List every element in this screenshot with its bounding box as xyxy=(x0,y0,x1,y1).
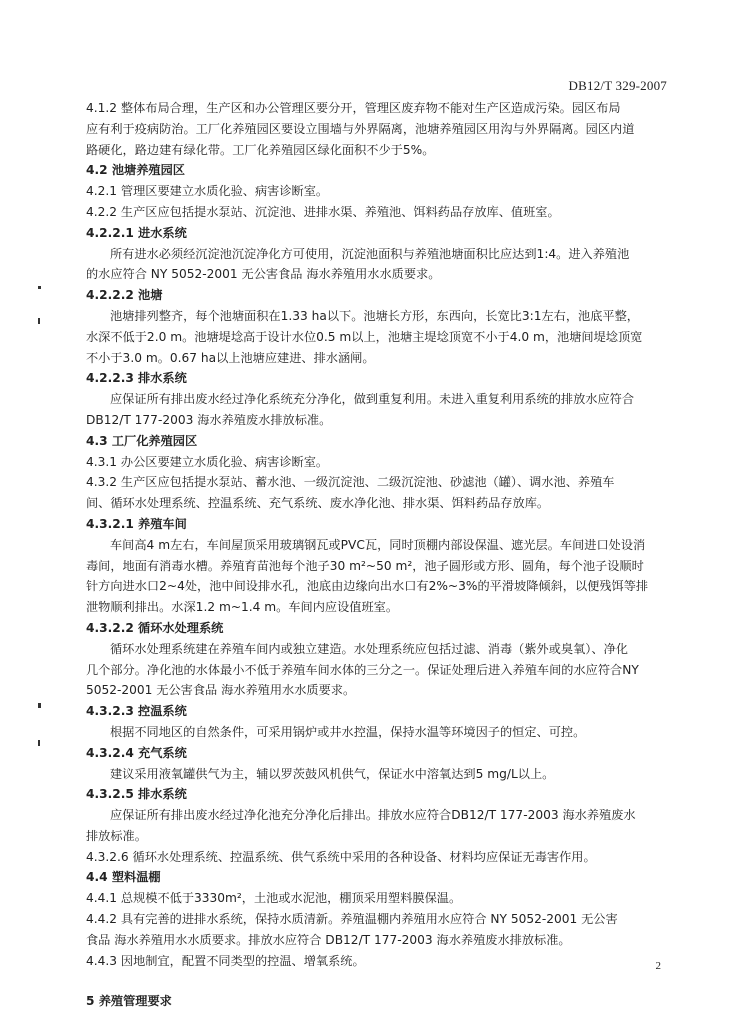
text-line: 建议采用液氧罐供气为主，辅以罗茨鼓风机供气，保证水中溶氧达到5 mg/L以上。 xyxy=(110,766,555,781)
section-heading: 4.3.2.2 循环水处理系统 xyxy=(86,620,224,635)
section-heading: 4.3 工厂化养殖园区 xyxy=(86,433,198,448)
section-heading: 4.3.2.1 养殖车间 xyxy=(86,516,187,531)
text-line: 食品 海水养殖用水水质要求。排放水应符合 DB12/T 177-2003 海水养殖废水排放标准。 xyxy=(86,932,571,947)
text-line: 4.4.1 总规模不低于3330m²，土池或水泥池，棚顶采用塑料膜保温。 xyxy=(86,891,462,906)
text-line: 4.3.2.6 循环水处理系统、控温系统、供气系统中采用的各种设备、材料均应保证无毒害作用。 xyxy=(86,849,596,864)
scan-mark xyxy=(38,286,41,289)
text-line: 应有利于疫病防治。工厂化养殖园区要设立围墙与外界隔离，池塘养殖园区用沟与外界隔离。园区内道 xyxy=(86,121,635,136)
document-code: DB12/T 329-2007 xyxy=(568,78,667,93)
text-line: 应保证所有排出废水经过净化系统充分净化，做到重复利用。未进入重复利用系统的排放水应符合 xyxy=(110,392,635,407)
text-line: 针方向进水口2~4处，池中间设排水孔，池底由边缘向出水口有2%~3%的平滑坡降倾斜，以便残饵等排 xyxy=(86,579,649,594)
text-line: 4.1.2 整体布局合理，生产区和办公管理区要分开，管理区废弃物不能对生产区造成污染。园区布局 xyxy=(86,101,621,115)
section-heading: 5 养殖管理要求 xyxy=(86,994,172,1009)
text-line: 不小于3.0 m。0.67 ha以上池塘应建进、排水涵闸。 xyxy=(86,350,375,365)
text-line: 循环水处理系统建在养殖车间内或独立建造。水处理系统应包括过滤、消毒（紫外或臭氧）、净化 xyxy=(110,641,628,656)
text-line: 5052-2001 无公害食品 海水养殖用水水质要求。 xyxy=(86,683,356,698)
text-line: 4.2.1 管理区要建立水质化验、病害诊断室。 xyxy=(86,184,329,199)
text-line: 水深不低于2.0 m。池塘堤埝高于设计水位0.5 m以上，池塘主堤埝顶宽不小于4.0 m，池塘间堤埝顶宽 xyxy=(86,329,643,344)
text-line: 所有进水必须经沉淀池沉淀净化方可使用，沉淀池面积与养殖池塘面积比应达到1:4。进入养殖池 xyxy=(110,246,630,261)
text-line: 泄物顺利排出。水深1.2 m~1.4 m。车间内应设值班室。 xyxy=(86,600,399,615)
section-heading: 4.2.2.1 进水系统 xyxy=(86,225,187,240)
text-line: 应保证所有排出废水经过净化池充分净化后排出。排放水应符合DB12/T 177-2003 海水养殖废水 xyxy=(110,808,636,823)
section-heading: 4.3.2.4 充气系统 xyxy=(86,745,187,760)
text-line: 4.3.1 办公区要建立水质化验、病害诊断室。 xyxy=(86,454,329,469)
scan-mark xyxy=(38,318,40,324)
text-line: 毒间，地面有消毒水槽。养殖育苗池每个池子30 m²~50 m²，池子圆形或方形、圆角，每个池子设顺时 xyxy=(86,558,644,573)
scan-mark xyxy=(38,703,41,708)
text-line: 路硬化，路边建有绿化带。工厂化养殖园区绿化面积不少于5%。 xyxy=(86,142,435,157)
text-line: 的水应符合 NY 5052-2001 无公害食品 海水养殖用水水质要求。 xyxy=(86,267,441,282)
text-line: 4.3.2 生产区应包括提水泵站、蓄水池、一级沉淀池、二级沉淀池、砂滤池（罐）、调水池、养殖车 xyxy=(86,475,615,490)
text-line: DB12/T 177-2003 海水养殖废水排放标准。 xyxy=(86,412,332,427)
text-line: 车间高4 m左右，车间屋顶采用玻璃钢瓦或PVC瓦，同时顶棚内部设保温、遮光层。车间进口处设消 xyxy=(110,537,646,552)
text-line: 几个部分。净化池的水体最小不低于养殖车间水体的三分之一。保证处理后进入养殖车间的水应符合NY xyxy=(86,662,639,677)
document-body xyxy=(86,98,666,1012)
text-line: 池塘排列整齐，每个池塘面积在1.33 ha以下。池塘长方形，东西向，长宽比3:1左右，池底平整， xyxy=(110,308,639,323)
text-line: 4.2.2 生产区应包括提水泵站、沉淀池、进排水渠、养殖池、饵料药品存放库、值班室。 xyxy=(86,204,560,219)
scan-mark xyxy=(38,740,40,746)
text-line: 4.4.3 因地制宜，配置不同类型的控温、增氧系统。 xyxy=(86,953,365,968)
section-heading: 4.2.2.3 排水系统 xyxy=(86,371,187,386)
section-heading: 4.2 池塘养殖园区 xyxy=(86,163,185,178)
section-heading: 4.3.2.3 控温系统 xyxy=(86,704,187,719)
section-heading: 4.4 塑料温棚 xyxy=(86,870,161,885)
text-line: 排放标准。 xyxy=(86,828,147,843)
text-line: 4.4.2 具有完善的进排水系统，保持水质清新。养殖温棚内养殖用水应符合 NY 5052-2001 无公害 xyxy=(86,912,618,927)
text-line: 根据不同地区的自然条件，可采用锅炉或井水控温，保持水温等环境因子的恒定、可控。 xyxy=(110,724,586,739)
section-heading: 4.2.2.2 池塘 xyxy=(86,288,163,303)
page-number: 2 xyxy=(655,960,661,972)
text-line: 间、循环水处理系统、控温系统、充气系统、废水净化池、排水渠、饵料药品存放库。 xyxy=(86,496,550,511)
section-heading: 4.3.2.5 排水系统 xyxy=(86,787,187,802)
